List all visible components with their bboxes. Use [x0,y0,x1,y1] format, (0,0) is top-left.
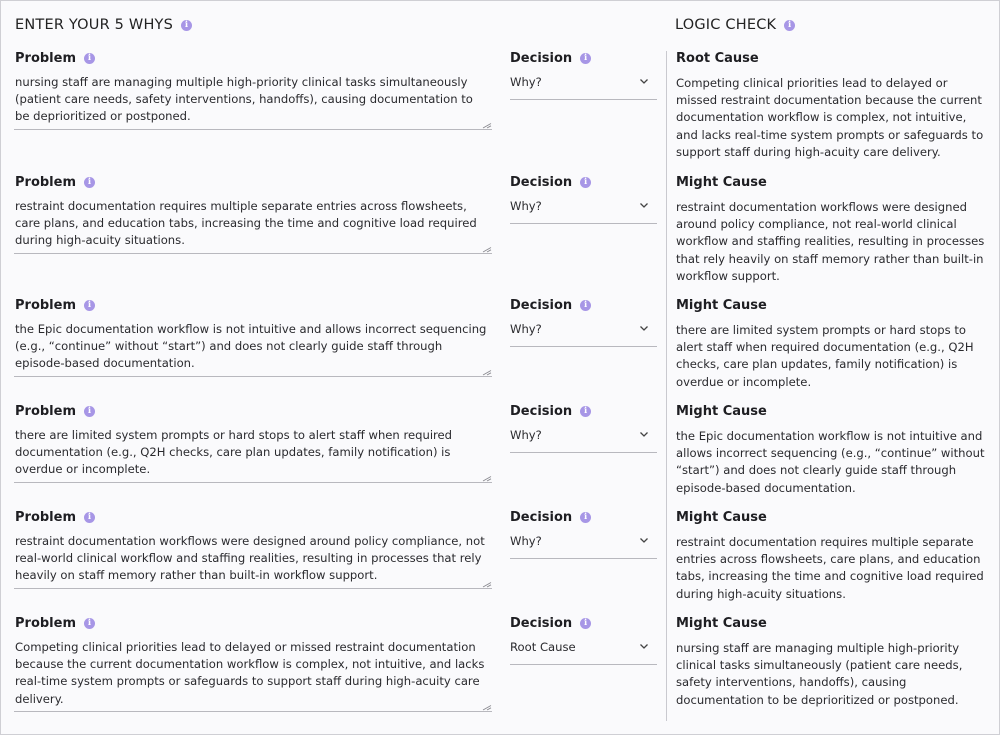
resize-handle-icon[interactable] [482,123,492,129]
logic-text: nursing staff are managing multiple high-priority clinical tasks simultaneously (patient care needs, safety interventions, handoffs), causing documentation to be deprioritized or postponed. [676,641,963,707]
resize-handle-icon[interactable] [482,582,492,588]
decision-select[interactable] [510,199,657,224]
decision-label-text: Decision [510,51,573,66]
info-icon[interactable]: i [84,512,95,523]
logic-text: restraint documentation requires multiple separate entries across flowsheets, care plans, and education tabs, increasing the time and cognitive load required during high-acuity situations. [676,535,984,601]
info-icon[interactable]: i [580,300,591,311]
problem-textarea-underline [14,129,492,130]
problem-label [15,404,95,419]
logic-label: Might Cause [676,404,767,419]
logic-check-title: LOGIC CHECK [675,17,777,33]
info-icon[interactable]: i [181,20,192,31]
problem-label-text: Problem [15,298,76,313]
decision-label [510,298,591,313]
problem-label [15,298,95,313]
problem-label-text: Problem [15,616,76,631]
decision-label-text: Decision [510,510,573,525]
decision-select[interactable] [510,322,657,347]
chevron-down-icon [639,324,649,332]
problem-textarea[interactable]: there are limited system prompts or hard stops to alert staff when required documentation (e.g., Q2H checks, care plan updates, family notification) is overdue or incomplete. [15,428,453,477]
logic-check-heading [675,17,795,33]
info-icon[interactable]: i [580,618,591,629]
decision-select[interactable] [510,534,657,559]
info-icon[interactable]: i [580,512,591,523]
decision-select[interactable] [510,428,657,453]
info-icon[interactable]: i [580,53,591,64]
whys-section-title: ENTER YOUR 5 WHYS [15,17,174,33]
problem-textarea-underline [14,253,492,254]
resize-handle-icon[interactable] [482,247,492,253]
resize-handle-icon[interactable] [482,476,492,482]
resize-handle-icon[interactable] [482,705,492,711]
decision-select-value: Why? [510,75,542,89]
problem-textarea[interactable]: the Epic documentation workflow is not intuitive and allows incorrect sequencing (e.g., “continue” without “start”) and does not clearly guide staff through episode-based documentation. [15,322,487,371]
logic-label: Root Cause [676,51,759,66]
decision-select[interactable] [510,640,657,665]
chevron-down-icon [639,201,649,209]
decision-label-text: Decision [510,616,573,631]
info-icon[interactable]: i [84,406,95,417]
problem-textarea-underline [14,482,492,483]
decision-label-text: Decision [510,298,573,313]
chevron-down-icon [639,77,649,85]
chevron-down-icon [639,642,649,650]
problem-label-text: Problem [15,175,76,190]
resize-handle-icon[interactable] [482,370,492,376]
info-icon[interactable]: i [784,20,795,31]
decision-select[interactable] [510,75,657,100]
problem-textarea[interactable]: restraint documentation workflows were designed around policy compliance, not real-world clinical workflow and staffing realities, resulting in processes that rely heavily on staff memory rather than built-in workflow support. [15,534,485,583]
logic-text: there are limited system prompts or hard stops to alert staff when required documentation (e.g., Q2H checks, care plan updates, family notification) is overdue or incomplete. [676,323,974,389]
logic-label: Might Cause [676,616,767,631]
decision-label [510,51,591,66]
problem-label [15,175,95,190]
problem-textarea[interactable]: nursing staff are managing multiple high-priority clinical tasks simultaneously (patient care needs, safety interventions, handoffs), causing documentation to be deprioritized or postponed. [15,75,473,124]
problem-textarea-underline [14,711,492,712]
decision-select-value: Why? [510,534,542,548]
info-icon[interactable]: i [580,406,591,417]
problem-label [15,510,95,525]
decision-label [510,616,591,631]
info-icon[interactable]: i [580,177,591,188]
problem-label-text: Problem [15,404,76,419]
info-icon[interactable]: i [84,177,95,188]
logic-label: Might Cause [676,510,767,525]
decision-select-value: Why? [510,428,542,442]
problem-label-text: Problem [15,510,76,525]
logic-text: restraint documentation workflows were designed around policy compliance, not real-world clinical workflow and staffing realities, resulting in processes that rely heavily on staff memory rather than built-in workflow support. [676,200,985,283]
decision-label [510,175,591,190]
decision-select-value: Why? [510,199,542,213]
problem-textarea-underline [14,376,492,377]
whys-section-heading [15,17,192,33]
logic-text: Competing clinical priorities lead to delayed or missed restraint documentation because the current documentation workflow is complex, not intuitive, and lacks real-time system prompts or safeguards to support staff during high-acuity care delivery. [676,76,984,159]
info-icon[interactable]: i [84,53,95,64]
info-icon[interactable]: i [84,618,95,629]
logic-label: Might Cause [676,298,767,313]
decision-label [510,404,591,419]
problem-label [15,51,95,66]
chevron-down-icon [639,536,649,544]
decision-label [510,510,591,525]
column-divider [666,51,667,721]
problem-textarea[interactable]: Competing clinical priorities lead to delayed or missed restraint documentation because the current documentation workflow is complex, not intuitive, and lacks real-time system prompts or safeguards to support staff during high-acuity care delivery. [15,640,485,706]
chevron-down-icon [639,430,649,438]
logic-text: the Epic documentation workflow is not intuitive and allows incorrect sequencing (e.g., “continue” without “start”) and does not clearly guide staff through episode-based documentation. [676,429,985,495]
problem-textarea[interactable]: restraint documentation requires multiple separate entries across flowsheets, care plans, and education tabs, increasing the time and cognitive load required during high-acuity situations. [15,199,477,248]
logic-label: Might Cause [676,175,767,190]
decision-select-value: Why? [510,322,542,336]
problem-label-text: Problem [15,51,76,66]
decision-select-value: Root Cause [510,640,576,654]
problem-textarea-underline [14,588,492,589]
problem-label [15,616,95,631]
decision-label-text: Decision [510,404,573,419]
info-icon[interactable]: i [84,300,95,311]
decision-label-text: Decision [510,175,573,190]
